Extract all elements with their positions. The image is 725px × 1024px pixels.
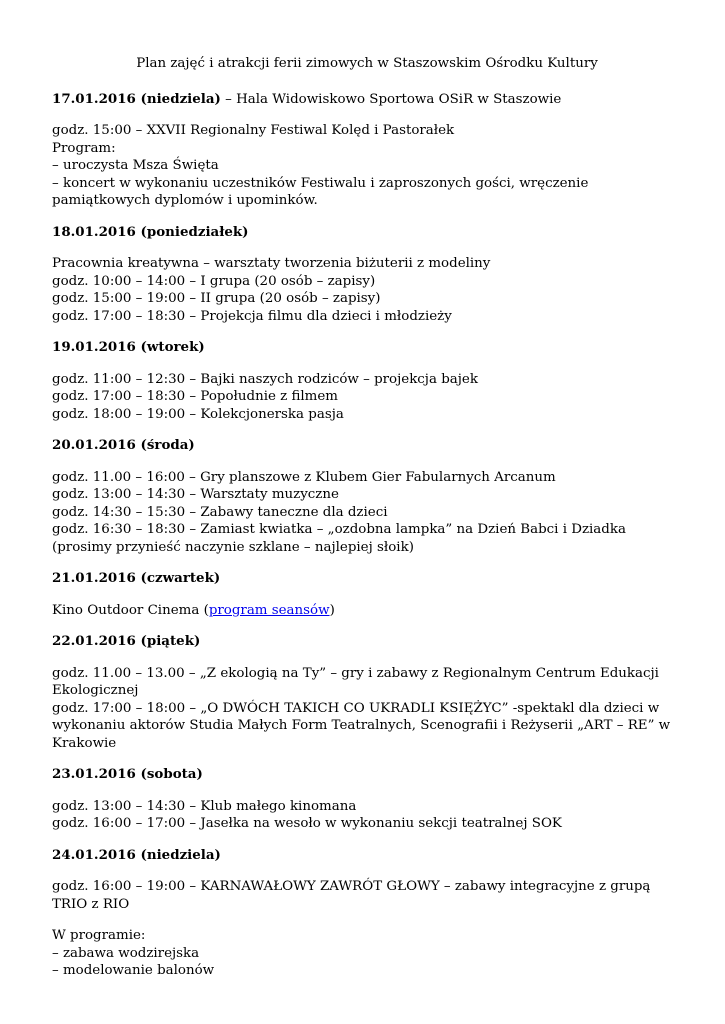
event-line: godz. 16:30 – 18:30 – Zamiast kwiatka – „ozdobna lampka” na Dzień Babci i Dziadka (prosimy przynieść naczynie szklane – najlepiej słoik)	[52, 522, 626, 555]
event-block	[52, 602, 682, 620]
event-line: – modelowanie balonów	[52, 963, 215, 978]
event-line: – uroczysta Msza Święta	[52, 158, 219, 173]
event-block	[52, 798, 682, 833]
event-line: – koncert w wykonaniu uczestników Festiwalu i zaproszonych gości, wręczenie pamiątkowych dyplomów i upominków.	[52, 175, 589, 208]
event-line: godz. 15:00 – 19:00 – II grupa (20 osób – zapisy)	[52, 291, 381, 306]
event-line: – zabawa wodzirejska	[52, 945, 200, 961]
day-location: – Hala Widowiskowo Sportowa OSiR w Staszowie	[220, 91, 562, 107]
event-line: godz. 13:00 – 14:30 – Warsztaty muzyczne	[52, 487, 339, 502]
event-block	[52, 371, 682, 424]
event-line: godz. 17:00 – 18:00 – „O DWÓCH TAKICH CO UKRADLI KSIĘŻYC” -spektakl dla dzieci w wykonaniu aktorów Studia Małych Form Teatralnych, Scenografii i Reżyserii „ART – RE” w Krakowie	[52, 700, 671, 751]
document-page	[52, 55, 682, 994]
day-date: 19.01.2016 (wtorek)	[52, 339, 205, 355]
document-title: Plan zajęć i atrakcji ferii zimowych w Staszowskim Ośrodku Kultury	[136, 56, 598, 71]
event-block	[52, 878, 682, 913]
day-date: 17.01.2016 (niedziela)	[52, 90, 221, 107]
day-date: 20.01.2016 (środa)	[52, 437, 195, 453]
event-line: godz. 13:00 – 14:30 – Klub małego kinomana	[52, 798, 357, 814]
event-line: godz. 11:00 – 12:30 – Bajki naszych rodziców – projekcja bajek	[52, 371, 478, 387]
day-date: 22.01.2016 (piątek)	[52, 633, 201, 649]
day-section	[52, 224, 682, 326]
event-line: godz. 10:00 – 14:00 – I grupa (20 osób – zapisy)	[52, 273, 376, 289]
event-line: godz. 17:00 – 18:30 – Projekcja filmu dla dzieci i młodzieży	[52, 308, 452, 324]
day-section	[52, 570, 682, 619]
event-line: Pracownia kreatywna – warsztaty tworzenia biżuterii z modeliny	[52, 256, 491, 271]
day-heading	[52, 766, 682, 784]
day-date: 24.01.2016 (niedziela)	[52, 846, 221, 863]
event-block	[52, 927, 682, 980]
day-date: 18.01.2016 (poniedziałek)	[52, 223, 249, 240]
day-heading	[52, 570, 682, 588]
event-line: godz. 11.00 – 16:00 – Gry planszowe z Klubem Gier Fabularnych Arcanum	[52, 469, 556, 485]
event-line: godz. 16:00 – 19:00 – KARNAWAŁOWY ZAWRÓT GŁOWY – zabawy integracyjne z grupą TRIO z RIO	[52, 879, 651, 912]
day-heading	[52, 847, 682, 865]
day-section	[52, 766, 682, 833]
event-line: W programie:	[52, 928, 146, 943]
event-line: godz. 16:00 – 17:00 – Jasełka na wesoło w wykonaniu sekcji teatralnej SOK	[52, 816, 562, 831]
cinema-text: Kino Outdoor Cinema (	[52, 602, 209, 618]
event-line: godz. 18:00 – 19:00 – Kolekcjonerska pasja	[52, 406, 344, 422]
event-line: godz. 14:30 – 15:30 – Zabawy taneczne dla dzieci	[52, 504, 388, 520]
day-section	[52, 437, 682, 556]
day-heading	[52, 633, 682, 651]
day-heading	[52, 224, 682, 242]
day-section	[52, 339, 682, 423]
event-block	[52, 469, 682, 557]
day-section	[52, 91, 682, 210]
cinema-text-end: )	[329, 602, 335, 618]
day-heading	[52, 437, 682, 455]
event-line: godz. 17:00 – 18:30 – Popołudnie z filmem	[52, 389, 339, 404]
event-block	[52, 255, 682, 325]
day-date: 21.01.2016 (czwartek)	[52, 570, 221, 586]
day-section	[52, 847, 682, 980]
event-block	[52, 665, 682, 753]
day-heading	[52, 339, 682, 357]
day-section	[52, 633, 682, 752]
event-line: Program:	[52, 140, 116, 156]
day-heading	[52, 91, 682, 109]
program-link[interactable]: program seansów	[208, 602, 330, 618]
event-block	[52, 122, 682, 210]
day-date: 23.01.2016 (sobota)	[52, 766, 203, 782]
event-line: godz. 15:00 – XXVII Regionalny Festiwal Kolęd i Pastorałek	[52, 123, 455, 138]
event-line: godz. 11.00 – 13.00 – „Z ekologią na Ty” – gry i zabawy z Regionalnym Centrum Edukacji Ekologicznej	[52, 665, 659, 698]
